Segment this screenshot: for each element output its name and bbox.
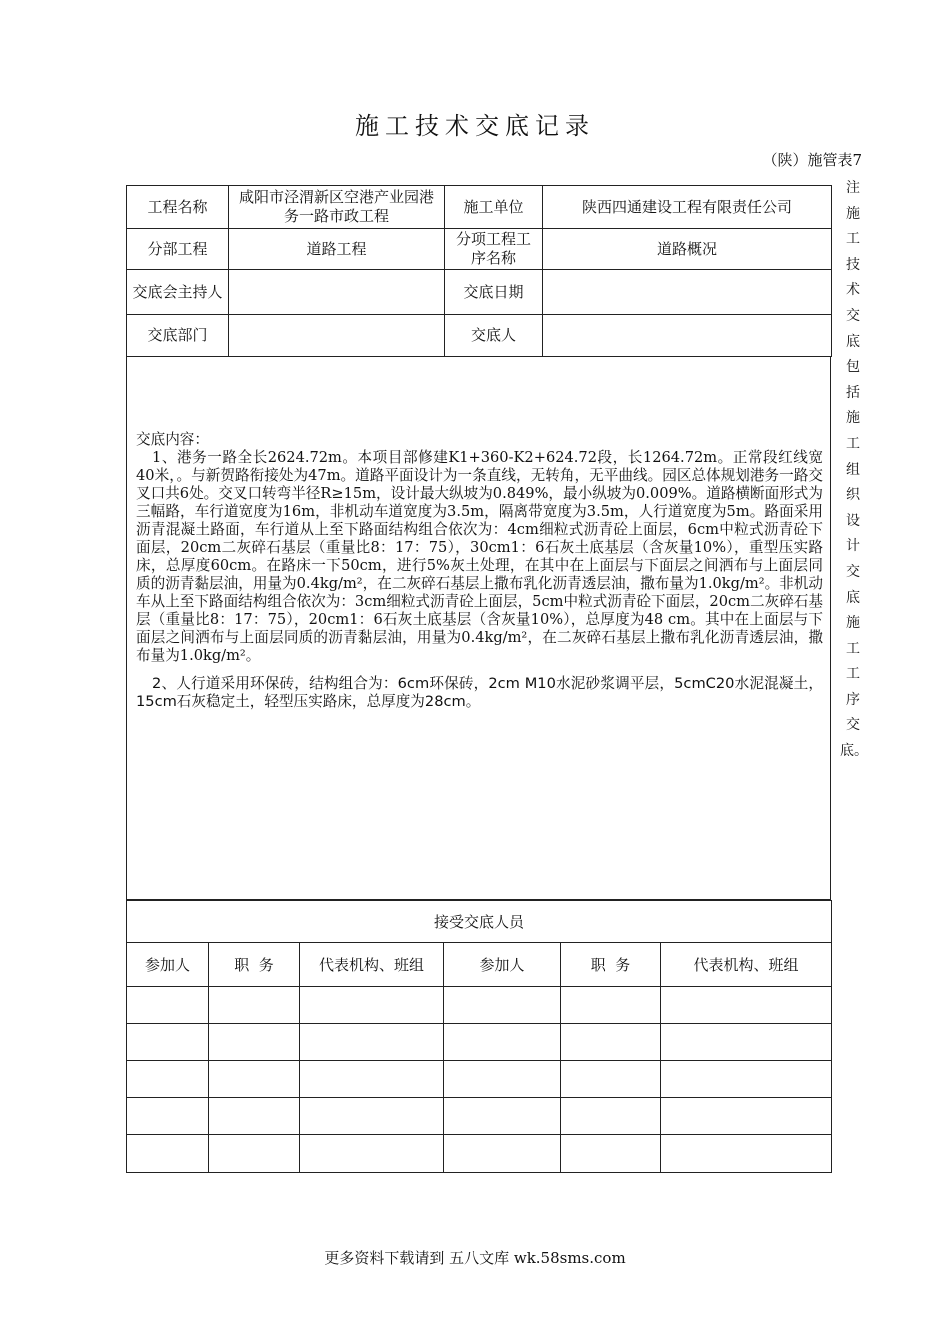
column-header: 代表机构、班组 xyxy=(300,943,444,987)
division-label: 分部工程 xyxy=(127,229,229,270)
date-value xyxy=(543,270,832,315)
person-value xyxy=(543,315,832,357)
table-cell xyxy=(300,1024,444,1061)
date-label: 交底日期 xyxy=(445,270,543,315)
table-cell xyxy=(444,1098,561,1135)
table-cell xyxy=(561,987,661,1024)
table-cell xyxy=(444,1135,561,1173)
content-paragraph-1: 1、港务一路全长2624.72m。本项目部修建K1+360-K2+624.72段，长1264.72m。正常段红线宽40米，。与新贺路衔接处为47m。道路平面设计为一条直线，无转角，无平曲线。园区总体规划港务一路交叉口共6处。交叉口转弯半径R≥15m，设计最大纵坡为0.849%，最小纵坡为0.009%。道路横断面形式为三幅路，车行道宽度为16m，非机动车道宽度为3.5m，隔离带宽度为3.5m，人行道宽度为5m。路面采用沥青混凝土路面，车行道从上至下路面结构组合依次为：4cm细粒式沥青砼上面层，6cm中粒式沥青砼下面层，20cm二灰碎石基层（重量比8：17：75），30cm1：6石灰土底基层（含灰量10%），重型压实路床，总厚度60cm。在路床一下50cm，进行5%灰土处理，在其中在上面层与下面层之间洒布与上面层同质的沥青黏层油，用量为0.4kg/m²，在二灰碎石基层上撒布乳化沥青透层油，撒布量为1.0kg/m²。非机动车从上至下路面结构组合依次为：3cm细粒式沥青砼上面层，5cm中粒式沥青砼下面层，20cm二灰碎石基层（重量比8：17：75），20cm1：6石灰土底基层（含灰量10%），总厚度为48 cm。其中在上面层与下面层之间洒布与上面层同质的沥青黏层油，用量为0.4kg/m²，在二灰碎石基层上撒布乳化沥青透层油，撒布量为1.0kg/m²。 xyxy=(136,449,823,664)
table-cell xyxy=(209,1024,300,1061)
construction-unit-label: 施工单位 xyxy=(445,186,543,229)
table-cell xyxy=(561,1135,661,1173)
content-box xyxy=(126,357,831,900)
table-cell xyxy=(209,987,300,1024)
document-title: 施工技术交底记录 xyxy=(355,112,595,140)
table-cell xyxy=(127,1061,209,1098)
table-cell xyxy=(444,1024,561,1061)
table-cell xyxy=(209,1061,300,1098)
table-cell xyxy=(127,1135,209,1173)
host-label: 交底会主持人 xyxy=(127,270,229,315)
table-cell xyxy=(444,1061,561,1098)
content-text xyxy=(136,431,823,711)
project-name-value: 咸阳市泾渭新区空港产业园港务一路市政工程 xyxy=(229,186,445,229)
person-label: 交底人 xyxy=(445,315,543,357)
host-value xyxy=(229,270,445,315)
table-cell xyxy=(561,1061,661,1098)
info-table xyxy=(126,185,832,357)
footer-link[interactable]: 更多资料下载请到 五八文库 wk.58sms.com xyxy=(324,1249,626,1267)
column-header: 参加人 xyxy=(444,943,561,987)
project-name-label: 工程名称 xyxy=(127,186,229,229)
side-note: 注施工技术交底包括施工组织设计交底施工工序交底。 xyxy=(840,180,868,760)
subitem-value: 道路概况 xyxy=(543,229,832,270)
receive-heading: 接受交底人员 xyxy=(127,901,832,943)
form-code: （陕）施管表7 xyxy=(762,151,862,169)
table-cell xyxy=(661,1098,832,1135)
table-cell xyxy=(661,1135,832,1173)
table-cell xyxy=(300,1061,444,1098)
table-cell xyxy=(300,1098,444,1135)
column-header: 参加人 xyxy=(127,943,209,987)
table-cell xyxy=(300,987,444,1024)
content-label: 交底内容： xyxy=(136,431,209,448)
table-cell xyxy=(661,1061,832,1098)
table-cell xyxy=(561,1024,661,1061)
column-header: 职 务 xyxy=(209,943,300,987)
subitem-label: 分项工程工序名称 xyxy=(445,229,543,270)
table-cell xyxy=(127,987,209,1024)
construction-unit-value: 陕西四通建设工程有限责任公司 xyxy=(543,186,832,229)
table-cell xyxy=(127,1024,209,1061)
column-header: 代表机构、班组 xyxy=(661,943,832,987)
table-cell xyxy=(661,987,832,1024)
table-cell xyxy=(300,1135,444,1173)
table-cell xyxy=(209,1135,300,1173)
table-cell xyxy=(127,1098,209,1135)
department-value xyxy=(229,315,445,357)
column-header: 职 务 xyxy=(561,943,661,987)
receive-table xyxy=(126,900,832,1173)
division-value: 道路工程 xyxy=(229,229,445,270)
table-cell xyxy=(209,1098,300,1135)
department-label: 交底部门 xyxy=(127,315,229,357)
table-cell xyxy=(444,987,561,1024)
table-cell xyxy=(561,1098,661,1135)
table-cell xyxy=(661,1024,832,1061)
content-paragraph-2: 2、人行道采用环保砖，结构组合为：6cm环保砖，2cm M10水泥砂浆调平层，5cmC20水泥混凝土，15cm石灰稳定土，轻型压实路床，总厚度为28cm。 xyxy=(136,675,823,710)
